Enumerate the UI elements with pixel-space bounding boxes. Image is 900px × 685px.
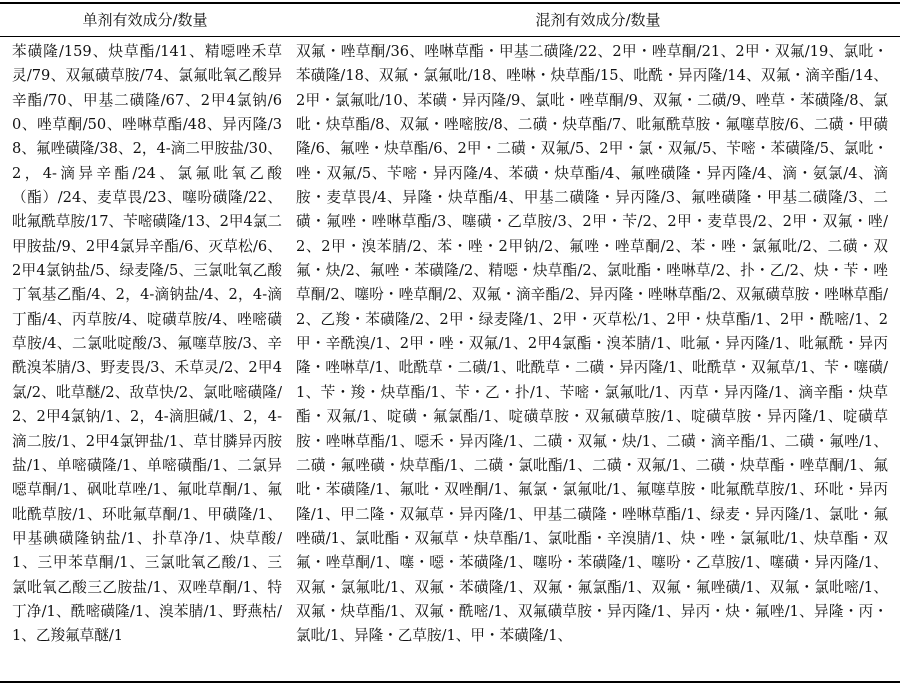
header-mixture: 混剂有效成分/数量: [535, 11, 661, 29]
single-agent-list: 苯磺隆/159、炔草酯/141、精噁唑禾草灵/79、双氟磺草胺/74、氯氟吡氧乙酸异辛酯/70、甲基二磺隆/67、2甲4氯钠/60、唑草酮/50、唑啉草酯/48、异丙隆/38、氟唑磺隆/38、2，4-滴二甲胺盐/30、2，4-滴异辛酯/24、氯氟吡氧乙酸（酯）/24、麦草畏/23、噻吩磺隆/22、吡氟酰草胺/17、苄嘧磺隆/13、2甲4氯二甲胺盐/9、2甲4氯异辛酯/6、灭草松/6、2甲4氯钠盐/5、绿麦隆/5、三氯吡氧乙酸丁氧基乙酯/4、2，4-滴钠盐/4、2，4-滴丁酯/4、丙草胺/4、啶磺草胺/4、唑嘧磺草胺/4、二氯吡啶酸/3、氟噻草胺/3、辛酰溴苯腈/3、野麦畏/3、禾草灵/2、2甲4氯/2、吡草醚/2、敌草快/2、氯吡嘧磺隆/2、2甲4氯钠/1、2，4-滴胆碱/1、2，4-滴二胺/1、2甲4氯钾盐/1、草甘膦异丙胺盐/1、单嘧磺隆/1、单嘧磺酯/1、二氯异噁草酮/1、砜吡草唑/1、氟吡草酮/1、氟吡酰草胺/1、环吡氟草酮/1、甲磺隆/1、甲基碘磺隆钠盐/1、扑草净/1、炔草酸/1、三甲苯草酮/1、三氯吡氧乙酸/1、三氯吡氧乙酸三乙胺盐/1、双唑草酮/1、特丁净/1、酰嘧磺隆/1、溴苯腈/1、野燕枯/1、乙羧氟草醚/1: [12, 43, 282, 645]
bottom-rule: [0, 681, 900, 683]
header-single-agent: 单剂有效成分/数量: [82, 11, 208, 29]
mixture-list: 双氟・唑草酮/36、唑啉草酯・甲基二磺隆/22、2甲・唑草酮/21、2甲・双氟/19、氯吡・苯磺隆/18、双氟・氯氟吡/18、唑啉・炔草酯/15、吡酰・异丙隆/14、双氟・滴辛酯/14、2甲・氯氟吡/10、苯磺・异丙隆/9、氯吡・唑草酮/9、双氟・二磺/9、唑草・苯磺隆/8、氯吡・炔草酯/8、双氟・唑嘧胺/8、二磺・炔草酯/7、吡氟酰草胺・氟噻草胺/6、二磺・甲磺隆/6、氟唑・炔草酯/6、2甲・二磺・双氟/5、2甲・氯・双氟/5、苄嘧・苯磺隆/5、氯吡・唑・双氟/5、苄嘧・异丙隆/4、苯磺・炔草酯/4、氟唑磺隆・异丙隆/4、滴・氨氯/4、滴胺・麦草畏/4、异隆・炔草酯/4、甲基二磺隆・异丙隆/3、氟唑磺隆・甲基二磺隆/3、二磺・氟唑・唑啉草酯/3、噻磺・乙草胺/3、2甲・苄/2、2甲・麦草畏/2、2甲・双氟・唑/2、2甲・溴苯腈/2、苯・唑・2甲钠/2、氟唑・唑草酮/2、苯・唑・氯氟吡/2、二磺・双氟・炔/2、氟唑・苯磺隆/2、精噁・炔草酯/2、氯吡酯・唑啉草/2、扑・乙/2、炔・苄・唑草酮/2、噻吩・唑草酮/2、双氟・滴辛酯/2、异丙隆・唑啉草酯/2、双氟磺草胺・唑啉草酯/2、乙羧・苯磺隆/2、2甲・绿麦隆/1、2甲・灭草松/1、2甲・炔草酯/1、2甲・酰嘧/1、2甲・辛酰溴/1、2甲・唑・双氟/1、2甲4氯酯・溴苯腈/1、吡氟・异丙隆/1、吡氟酰・异丙隆・唑啉草/1、吡酰草・二磺/1、吡酰草・二磺・异丙隆/1、吡酰草・双氟草/1、苄・噻磺/1、苄・羧・炔草酯/1、苄・乙・扑/1、苄嘧・氯氟吡/1、丙草・异丙隆/1、滴辛酯・炔草酯・双氟/1、啶磺・氟氯酯/1、啶磺草胺・双氟磺草胺/1、啶磺草胺・异丙隆/1、啶磺草胺・唑啉草酯/1、噁禾・异丙隆/1、二磺・双氟・炔/1、二磺・滴辛酯/1、二磺・氟唑/1、二磺・氟唑磺・炔草酯/1、二磺・氯吡酯/1、二磺・双氟/1、二磺・炔草酯・唑草酮/1、氟吡・苯磺隆/1、氟吡・双唑酮/1、氟氯・氯氟吡/1、氟噻草胺・吡氟酰草胺/1、环吡・异丙隆/1、甲二隆・双氟草・异丙隆/1、甲基二磺隆・唑啉草酯/1、绿麦・异丙隆/1、氯吡・氟唑磺/1、氯吡酯・双氟草・炔草酯/1、氯吡酯・辛溴腈/1、炔・唑・氯氟吡/1、炔草酯・双氟・唑草酮/1、噻・噁・苯磺隆/1、噻吩・苯磺隆/1、噻吩・乙草胺/1、噻磺・异丙隆/1、双氟・氯氟吡/1、双氟・苯磺隆/1、双氟・氟氯酯/1、双氟・氟唑磺/1、双氟・氯吡嘧/1、双氟・炔草酯/1、双氟・酰嘧/1、双氟磺草胺・异丙隆/1、异丙・炔・氟唑/1、异隆・丙・氯吡/1、异隆・乙草胺/1、甲・苯磺隆/1、: [296, 43, 888, 645]
header-rule: [0, 36, 900, 37]
